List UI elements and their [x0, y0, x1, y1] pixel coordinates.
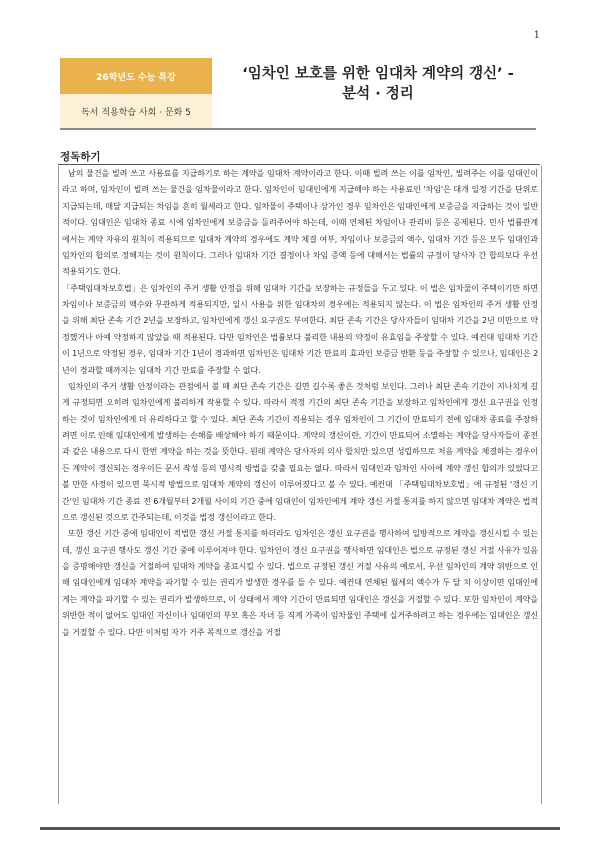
page-number: 1 — [533, 30, 540, 41]
section-heading: 정독하기 — [60, 151, 101, 163]
exam-badge: 26학년도 수능 특강 — [60, 58, 212, 94]
header-divider — [60, 128, 536, 130]
footer-divider — [40, 827, 560, 830]
passage-paragraph-4: 또한 갱신 기간 중에 임대인이 적법한 갱신 거절 통지를 하더라도 임차인은 갱신 요구권을 행사하여 일방적으로 계약을 갱신시킬 수 있는데, 갱신 요구권 행사도 갱신 기간 중에 이루어져야 한다. 임차인이 갱신 요구권을 행사하면 임대인은 법으로 규정된 갱신 거절 사유가 있음을 증명해야만 갱신을 거절하여 임대차 계약을 종료시킬 수 있다. 법으로 규정된 갱신 거절 사유의 예로서, 우선 임차인의 계약 위반으로 인해 임대인에게 임대차 계약을 파기할 수 있는 권리가 발생한 경우를 들 수 있다. 예컨대 연체된 월세의 액수가 두 달 치 이상이면 임대인에게는 계약을 파기할 수 있는 권리가 발생하므로, 이 상태에서 계약 기간이 만료되면 임대인은 갱신을 거절할 수 있다. 또한 임차인이 계약을 위반한 적이 없어도 임대인 자신이나 임대인의 부모 혹은 자녀 등 직계 가족이 임차물인 주택에 실거주하려고 하는 경우에는 임대인은 갱신을 거절할 수 있다. 다만 이처럼 자가 거주 목적으로 갱신을 거절 — [62, 529, 538, 637]
document-header — [60, 58, 536, 128]
passage-paragraph-1: 남의 물건을 빌려 쓰고 사용료를 지급하기로 하는 계약을 임대차 계약이라고 한다. 이때 빌려 쓰는 이를 임차인, 빌려주는 이를 임대인이라고 하며, 임차인이 빌려 쓰는 물건을 임차물이라고 한다. 임차인이 임대인에게 지급해야 하는 사용료인 '차임'은 대개 일정 기간을 단위로 지급되는데, 매달 지급되는 차임을 흔히 월세라고 한다. 임차물이 주택이나 상가인 경우 임차인은 임대인에게 보증금을 지급하는 것이 일반적이다. 임대인은 임대차 종료 시에 임차인에게 보증금을 돌려주어야 하는데, 이때 연체된 차임이나 관리비 등은 공제된다. 민사 법률관계에서는 계약 자유의 원칙이 적용되므로 임대차 계약의 경우에도 계약 체결 여부, 차임이나 보증금의 액수, 임대차 기간 등은 모두 임대인과 임차인의 합의로 정해지는 것이 원칙이다. 그러나 임대차 기간 결정이나 차임 증액 등에 대해서는 법률의 규정이 당사자 간 합의보다 우선 적용되기도 한다. — [62, 169, 538, 277]
document-title — [220, 64, 536, 104]
passage-paragraph-2: 「주택임대차보호법」은 임차인의 주거 생활 안정을 위해 임대차 기간을 보장하는 규정들을 두고 있다. 이 법은 임차물이 주택이기만 하면 차임이나 보증금의 액수와 무관하게 적용되지만, 일시 사용을 위한 임대차의 경우에는 적용되지 않는다. 이 법은 임차인의 주거 생활 안정을 위해 최단 존속 기간 2년을 보장하고, 임차인에게 갱신 요구권도 부여한다. 최단 존속 기간은 당사자들이 임대차 기간을 2년 미만으로 약정했거나 아예 약정하지 않았을 때 적용된다. 다만 임차인은 법률보다 불리한 내용의 약정이 유효임을 주장할 수 있다. 예컨대 임대차 기간이 1년으로 약정된 경우, 임대차 기간 1년이 경과하면 임차인은 임대차 기간 만료의 효과인 보증금 반환 등을 주장할 수 있으나, 임대인은 2년이 경과할 때까지는 임대차 기간 만료를 주장할 수 없다. — [62, 283, 539, 375]
subject-label: 독서 적용학습 사회 · 문화 5 — [60, 94, 212, 128]
title-line-2: 분석 · 정리 — [342, 86, 414, 102]
passage-paragraph-3: 임차인의 주거 생활 안정이라는 관점에서 볼 때 최단 존속 기간은 길면 길수록 좋은 것처럼 보인다. 그러나 최단 존속 기간이 지나치게 길게 규정되면 오히려 임차인에게 불리하게 작용할 수 있다. 따라서 적정 기간의 최단 존속 기간을 보장하고 임차인에게 갱신 요구권을 인정하는 것이 임차인에게 더 유리하다고 할 수 있다. 최단 존속 기간이 적용되는 경우 임차인이 그 기간이 만료되기 전에 임대차 종료를 주장하려면 이로 인해 임대인에게 발생하는 손해를 배상해야 하기 때문이다. 계약의 갱신이란, 기간이 만료되어 소멸하는 계약을 당사자들이 종전과 같은 내용으로 다시 한번 계약을 하는 것을 뜻한다. 원래 계약은 당사자의 의사 합치만 있으면 성립하므로 처음 계약을 체결하는 경우이든 계약이 갱신되는 경우이든 문서 작성 등의 명시적 방법을 갖출 필요는 없다. 따라서 임대인과 임차인 사이에 계약 갱신 합의가 있었다고 볼 만한 사정이 있으면 묵시적 방법으로 임대차 계약의 갱신이 이루어졌다고 볼 수 있다. 예컨대 「주택임대차보호법」에 규정된 '갱신 기간'인 임대차 기간 종료 전 6개월부터 2개월 사이의 기간 중에 임대인이 임차인에게 계약 갱신 거절 통지를 하지 않으면 임대차 계약은 법적으로 갱신된 것으로 간주되는데, 이것을 법정 갱신이라고 한다. — [62, 381, 538, 522]
title-line-1: ‘임차인 보호를 위한 임대차 계약의 갱신’ - — [242, 66, 514, 82]
reading-passage — [58, 166, 542, 804]
heading-divider — [58, 164, 540, 165]
